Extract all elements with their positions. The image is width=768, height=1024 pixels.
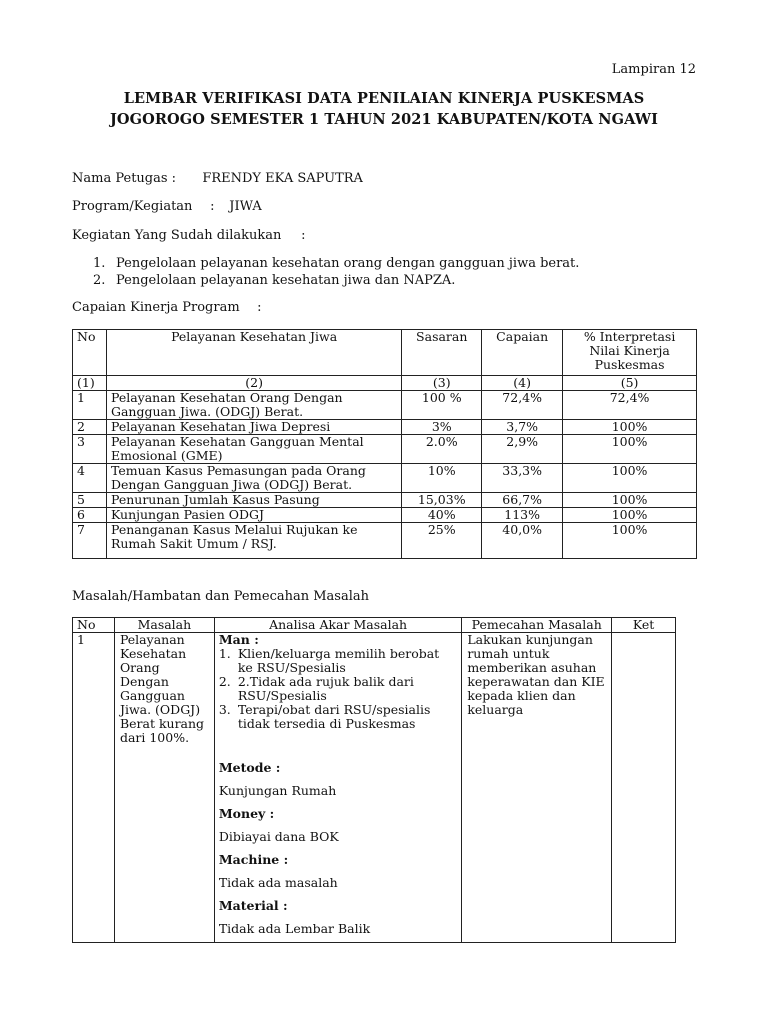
list-item xyxy=(219,703,458,731)
row-no: 5 xyxy=(73,493,107,508)
list-item-number: 1. xyxy=(218,646,231,661)
capaian-row xyxy=(72,300,262,315)
table-row xyxy=(73,508,697,523)
row-layanan: Penurunan Jumlah Kasus Pasung xyxy=(106,493,401,508)
header-analisa: Analisa Akar Masalah xyxy=(214,618,462,633)
program-colon: : xyxy=(210,199,215,214)
row-layanan: Pelayanan Kesehatan Orang Dengan Gangguan Jiwa. (ODGJ) Berat. xyxy=(106,391,401,420)
list-item-text: Terapi/obat dari RSU/spesialis tidak tersedia di Puskesmas xyxy=(237,702,431,731)
man-label: Man : xyxy=(218,632,259,647)
header-pelayanan: Pelayanan Kesehatan Jiwa xyxy=(106,330,401,376)
capaian-table xyxy=(72,329,697,559)
table-row xyxy=(73,435,697,464)
table-row xyxy=(73,493,697,508)
row-sasaran: 15,03% xyxy=(402,493,482,508)
machine-text: Tidak ada masalah xyxy=(218,875,338,890)
row-interpretasi: 100% xyxy=(563,435,697,464)
header-ket: Ket xyxy=(612,618,676,633)
masalah-section-label: Masalah/Hambatan dan Pemecahan Masalah xyxy=(72,589,369,604)
row-sasaran: 100 % xyxy=(402,391,482,420)
capaian-number-row xyxy=(73,376,697,391)
row-capaian: 72,4% xyxy=(482,391,563,420)
list-item-text: 2.Tidak ada rujuk balik dari RSU/Spesialis xyxy=(237,674,414,703)
metode-label: Metode : xyxy=(218,760,281,775)
nama-petugas-row xyxy=(72,171,363,186)
kegiatan-item xyxy=(93,273,455,288)
kegiatan-item-text: Pengelolaan pelayanan kesehatan orang dengan gangguan jiwa berat. xyxy=(116,256,580,271)
row-interpretasi: 100% xyxy=(563,508,697,523)
row-layanan: Kunjungan Pasien ODGJ xyxy=(106,508,401,523)
material-label: Material : xyxy=(218,898,288,913)
program-label: Program/Kegiatan xyxy=(72,199,193,214)
row-layanan: Pelayanan Kesehatan Gangguan Mental Emosional (GME) xyxy=(106,435,401,464)
row-capaian: 3,7% xyxy=(482,420,563,435)
capaian-header-row xyxy=(73,330,697,376)
row-capaian: 2,9% xyxy=(482,435,563,464)
row-sasaran: 40% xyxy=(402,508,482,523)
row-masalah: Pelayanan Kesehatan Orang Dengan Gangguan Jiwa. (ODGJ) Berat kurang dari 100%. xyxy=(114,633,214,943)
row-sasaran: 25% xyxy=(402,523,482,559)
row-no: 4 xyxy=(73,464,107,493)
row-no: 1 xyxy=(73,633,115,943)
row-capaian: 66,7% xyxy=(482,493,563,508)
table-row xyxy=(73,464,697,493)
row-sasaran: 2.0% xyxy=(402,435,482,464)
list-item-text: Klien/keluarga memilih berobat ke RSU/Spesialis xyxy=(237,646,440,675)
row-analisa xyxy=(214,633,462,943)
man-list xyxy=(219,647,458,731)
row-no: 2 xyxy=(73,420,107,435)
row-interpretasi: 100% xyxy=(563,493,697,508)
table-row xyxy=(73,391,697,420)
row-interpretasi: 72,4% xyxy=(563,391,697,420)
row-layanan: Penanganan Kasus Melalui Rujukan ke Rumah Sakit Umum / RSJ. xyxy=(106,523,401,559)
column-number: (5) xyxy=(563,376,697,391)
header-no: No xyxy=(73,330,107,376)
header-masalah: Masalah xyxy=(114,618,214,633)
header-no: No xyxy=(73,618,115,633)
header-capaian: Capaian xyxy=(482,330,563,376)
masalah-table xyxy=(72,617,676,943)
kegiatan-item xyxy=(93,256,579,271)
row-interpretasi: 100% xyxy=(563,464,697,493)
money-label: Money : xyxy=(218,806,275,821)
table-row xyxy=(73,523,697,559)
capaian-colon: : xyxy=(257,300,262,315)
machine-label: Machine : xyxy=(218,852,289,867)
header-interpretasi: % Interpretasi Nilai Kinerja Puskesmas xyxy=(563,330,697,376)
column-number: (4) xyxy=(482,376,563,391)
kegiatan-label: Kegiatan Yang Sudah dilakukan xyxy=(72,228,282,243)
row-sasaran: 10% xyxy=(402,464,482,493)
list-item-number: 2. xyxy=(218,674,231,689)
kegiatan-item-number: 2. xyxy=(93,273,106,288)
capaian-label: Capaian Kinerja Program xyxy=(72,300,240,315)
kegiatan-item-number: 1. xyxy=(93,256,106,271)
row-capaian: 113% xyxy=(482,508,563,523)
kegiatan-colon: : xyxy=(301,228,306,243)
row-interpretasi: 100% xyxy=(563,420,697,435)
list-item xyxy=(219,647,458,675)
material-text: Tidak ada Lembar Balik xyxy=(218,921,371,936)
lampiran-label: Lampiran 12 xyxy=(611,62,696,77)
row-ket xyxy=(612,633,676,943)
metode-text: Kunjungan Rumah xyxy=(218,783,337,798)
row-pemecahan: Lakukan kunjungan rumah untuk memberikan asuhan keperawatan dan KIE kepada klien dan keluarga xyxy=(462,633,612,943)
row-no: 1 xyxy=(73,391,107,420)
header-sasaran: Sasaran xyxy=(402,330,482,376)
document-title-line-2: JOGOROGO SEMESTER 1 TAHUN 2021 KABUPATEN/KOTA NGAWI xyxy=(109,111,659,128)
program-row xyxy=(72,199,262,214)
row-capaian: 40,0% xyxy=(482,523,563,559)
list-item-number: 3. xyxy=(218,702,231,717)
row-no: 7 xyxy=(73,523,107,559)
table-row xyxy=(73,420,697,435)
column-number: (3) xyxy=(402,376,482,391)
row-interpretasi: 100% xyxy=(563,523,697,559)
column-number: (2) xyxy=(106,376,401,391)
document-title-line-1: LEMBAR VERIFIKASI DATA PENILAIAN KINERJA PUSKESMAS xyxy=(123,90,645,107)
header-pemecahan: Pemecahan Masalah xyxy=(462,618,612,633)
row-no: 6 xyxy=(73,508,107,523)
row-no: 3 xyxy=(73,435,107,464)
row-layanan: Pelayanan Kesehatan Jiwa Depresi xyxy=(106,420,401,435)
nama-petugas-label: Nama Petugas : xyxy=(72,171,177,186)
kegiatan-item-text: Pengelolaan pelayanan kesehatan jiwa dan NAPZA. xyxy=(116,273,456,288)
program-value: JIWA xyxy=(229,199,262,214)
money-text: Dibiayai dana BOK xyxy=(218,829,339,844)
nama-petugas-value: FRENDY EKA SAPUTRA xyxy=(202,171,363,186)
column-number: (1) xyxy=(73,376,107,391)
masalah-header-row xyxy=(73,618,676,633)
kegiatan-row xyxy=(72,228,306,243)
list-item xyxy=(219,675,458,703)
table-row xyxy=(73,633,676,943)
row-capaian: 33,3% xyxy=(482,464,563,493)
row-layanan: Temuan Kasus Pemasungan pada Orang Dengan Gangguan Jiwa (ODGJ) Berat. xyxy=(106,464,401,493)
row-sasaran: 3% xyxy=(402,420,482,435)
